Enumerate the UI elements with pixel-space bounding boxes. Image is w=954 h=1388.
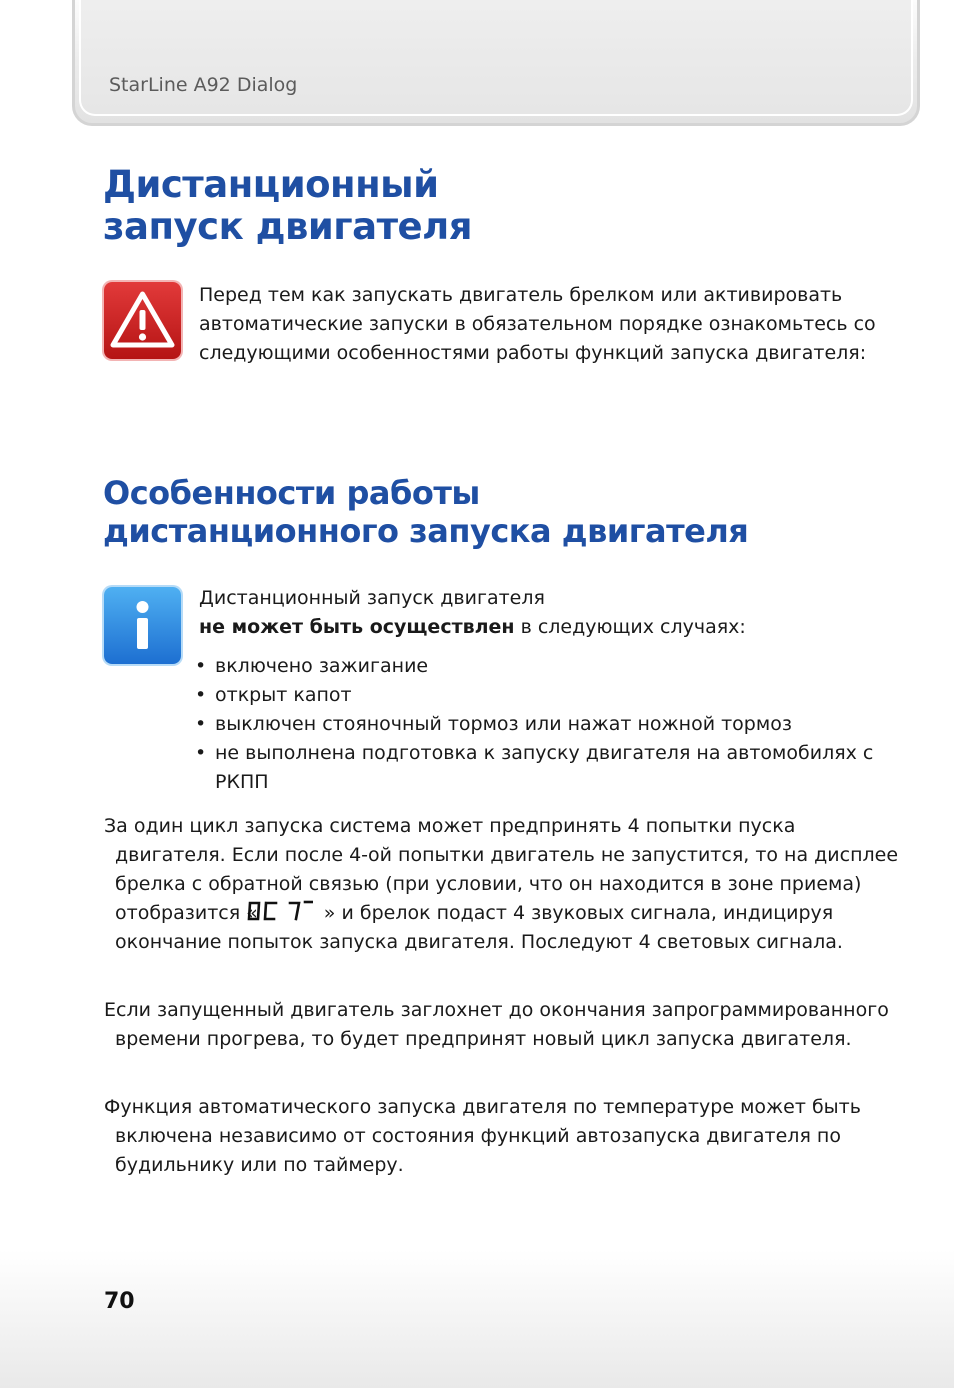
paragraph-restart: Если запущенный двигатель заглохнет до окончания запрограммированного времени прогрева, то будет предпринят новый цикл запуска двигателя. — [104, 999, 889, 1050]
warning-text: Перед тем как запускать двигатель брелком или активировать автоматические запуски в обязательном порядке ознакомьтесь со следующими особенностями работы функций запуска двигателя: — [199, 284, 876, 364]
conditions-list — [193, 652, 913, 797]
info-icon — [104, 587, 181, 664]
para1-before: За один цикл запуска система может предпринять 4 попытки пуска двигателя. Если после 4-ой попытки двигатель не запустится, то на дисплее брелка с обратной связью (при условии, что он находится в зоне приема) отобразится « — [104, 815, 899, 924]
warning-triangle-icon — [104, 282, 181, 359]
title-line-2: запуск двигателя — [103, 205, 472, 248]
header-panel — [79, 0, 913, 116]
section-title-remote-start — [103, 164, 472, 248]
list-item: • включено зажигание — [193, 652, 913, 681]
subtitle-line-2: дистанционного запуска двигателя — [103, 512, 749, 550]
list-item: • открыт капот — [193, 681, 913, 710]
document-title: StarLine A92 Dialog — [109, 74, 298, 96]
lcd-oc7-symbol — [258, 899, 324, 923]
footer-band — [0, 1250, 954, 1388]
page-number: 70 — [104, 1289, 135, 1314]
paragraph-attempts — [104, 812, 905, 957]
section-title-features — [103, 474, 748, 550]
info-lead — [199, 584, 919, 642]
title-line-1: Дистанционный — [103, 163, 439, 206]
lead-bold: не может быть осуществлен — [199, 616, 515, 638]
para1-after: » и брелок подаст 4 звуковых сигнала, индицируя окончание попыток запуска двигателя. Последуют 4 световых сигнала. — [115, 902, 843, 953]
list-item: • выключен стояночный тормоз или нажат ножной тормоз — [193, 710, 913, 739]
list-item: • не выполнена подготовка к запуску двигателя на автомобилях с РКПП — [193, 739, 913, 797]
lead-rest: в следующих случаях: — [514, 616, 746, 638]
paragraph-temperature: Функция автоматического запуска двигателя по температуре может быть включена независимо от состояния функций автозапуска двигателя по будильнику или по таймеру. — [104, 1096, 861, 1176]
subtitle-line-1: Особенности работы — [103, 474, 480, 512]
lead-line-1: Дистанционный запуск двигателя — [199, 587, 545, 609]
